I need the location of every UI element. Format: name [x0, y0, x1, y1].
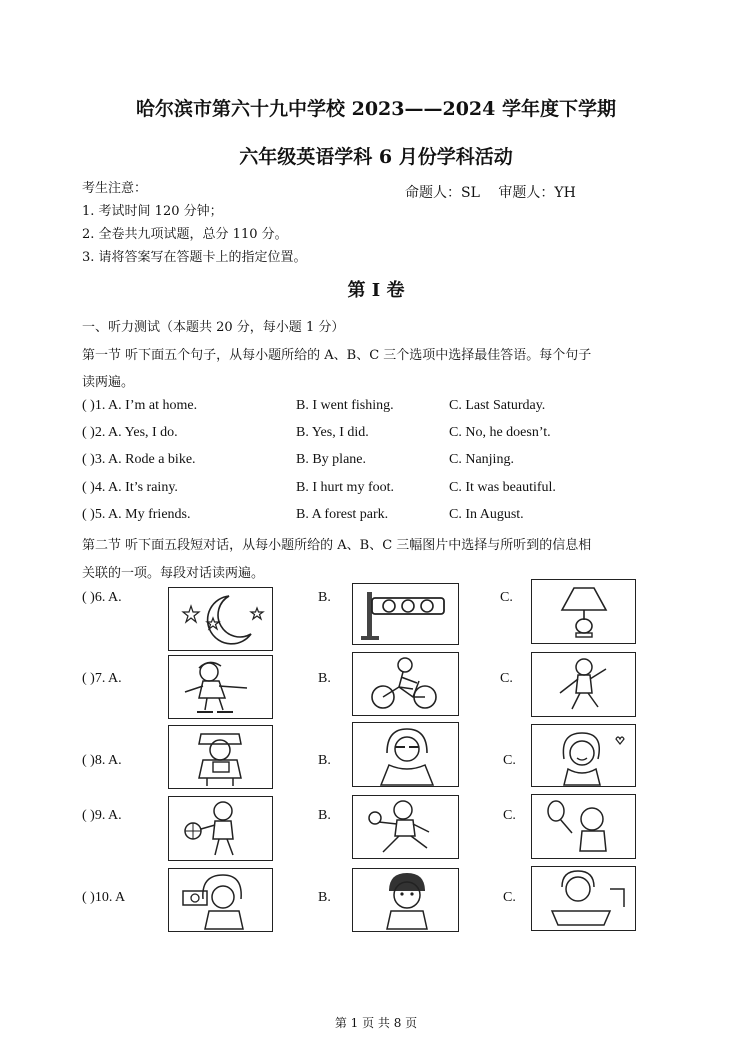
q2-option-b: B. Yes, I did. [296, 425, 369, 440]
boy-portrait-icon [352, 868, 459, 932]
note-1: 1. 考试时间 120 分钟； [82, 204, 223, 219]
q7-c-label: C. [500, 671, 513, 686]
part2-instruction-line1: 第二节 听下面五段短对话，从每小题所给的 A、B、C 三幅图片中选择与所听到的信息相 [82, 538, 592, 553]
q5-option-a: ( )5. A. My friends. [82, 507, 191, 522]
note-2: 2. 全卷共九项试题，总分 110 分。 [82, 227, 288, 242]
boy-with-camera-icon [168, 725, 273, 789]
girl-taking-photo-icon [168, 868, 273, 932]
q5-option-b: B. A forest park. [296, 507, 389, 522]
q8-b-label: B. [318, 753, 331, 768]
part1-instruction-line1: 第一节 听下面五个句子，从每小题所给的 A、B、C 三个选项中选择最佳答语。每个句子 [82, 348, 592, 363]
q10-c-label: C. [503, 890, 516, 905]
q2-option-c: C. No, he doesn’t. [449, 425, 551, 440]
q8-c-label: C. [503, 753, 516, 768]
page-title: 哈尔滨市第六十九中学校 2023——2024 学年度下学期 [136, 98, 616, 120]
q4-option-b: B. I hurt my foot. [296, 480, 394, 495]
q10-label: ( )10. A [82, 890, 126, 905]
traffic-light-icon [352, 583, 459, 645]
q7-label: ( )7. A. [82, 671, 122, 686]
note-3: 3. 请将答案写在答题卡上的指定位置。 [82, 250, 307, 265]
q1-option-b: B. I went fishing. [296, 398, 394, 413]
girl-smiling-icon [531, 724, 636, 787]
q7-b-label: B. [318, 671, 331, 686]
page-footer: 第 1 页 共 8 页 [334, 1016, 418, 1030]
notice-label: 考生注意： [82, 181, 148, 196]
q9-b-label: B. [318, 808, 331, 823]
q1-option-c: C. Last Saturday. [449, 398, 546, 413]
person-dancing-icon [531, 652, 636, 717]
part1-instruction-line2: 读两遍。 [82, 375, 135, 390]
q3-option-b: B. By plane. [296, 452, 366, 467]
part2-instruction-line2: 关联的一项。每段对话读两遍。 [82, 566, 265, 581]
q5-option-c: C. In August. [449, 507, 524, 522]
q6-c-label: C. [500, 590, 513, 605]
q9-label: ( )9. A. [82, 808, 122, 823]
person-skating-icon [168, 655, 273, 719]
q9-c-label: C. [503, 808, 516, 823]
volume-title: 第 I 卷 [347, 280, 405, 301]
q3-option-c: C. Nanjing. [449, 452, 514, 467]
q3-option-a: ( )3. A. Rode a bike. [82, 452, 196, 467]
lamp-icon [531, 579, 636, 644]
q8-label: ( )8. A. [82, 753, 122, 768]
boy-with-basketball-icon [168, 796, 273, 861]
boy-playing-ping-pong-icon [352, 795, 459, 859]
section1-heading: 一、听力测试（本题共 20 分，每小题 1 分） [82, 320, 345, 335]
q6-label: ( )6. A. [82, 590, 122, 605]
q4-option-a: ( )4. A. It’s rainy. [82, 480, 178, 495]
authors: 命题人：SL 审题人：YH [405, 185, 576, 201]
q10-b-label: B. [318, 890, 331, 905]
moon-and-stars-icon [168, 587, 273, 651]
page-subtitle: 六年级英语学科 6 月份学科活动 [239, 146, 513, 168]
q4-option-c: C. It was beautiful. [449, 480, 556, 495]
boy-washing-clothes-icon [531, 866, 636, 931]
q6-b-label: B. [318, 590, 331, 605]
girl-playing-badminton-icon [531, 794, 636, 859]
q1-option-a: ( )1. A. I’m at home. [82, 398, 198, 413]
girl-with-scarf-icon [352, 722, 459, 787]
q2-option-a: ( )2. A. Yes, I do. [82, 425, 178, 440]
person-cycling-icon [352, 652, 459, 716]
